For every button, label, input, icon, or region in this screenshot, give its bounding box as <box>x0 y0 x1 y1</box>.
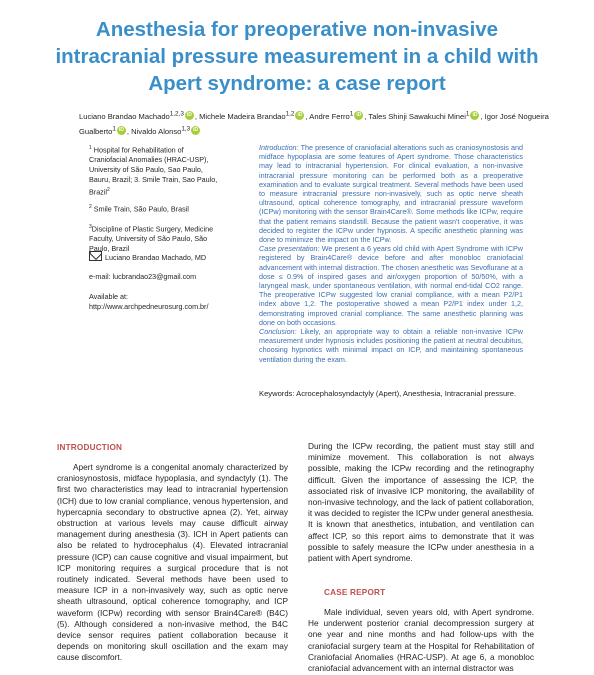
keywords: Keywords: Acrocephalosyndactyly (Apert), Anesthesia, Intracranial pressure. <box>259 389 517 398</box>
corresponding-author: Luciano Brandao Machado, MD <box>89 251 206 263</box>
orcid-icon[interactable] <box>117 126 126 135</box>
author: Nivaldo Alonso$^{1,3}$iD <box>131 127 201 136</box>
journal-link[interactable]: http://www.archpedneurosurg.com.br/ <box>89 302 209 311</box>
introduction-text: Apert syndrome is a congenital anomaly characterized by craniosynostosis, midface hypoplasia, and syndactyly (1). The first two characteristics may lead to intracranial hypertension (ICH) due to low cranial compliance, venous hypertension, and hypercapnia secondary to obstructive apnea (2). Yet, airway obstruction at various levels may cause difficult airway management during anesthesia (3). ICH in Apert patients can also be related to hydrocephalus (4). Elevated intracranial pressure (ICP) can cause cognitive and visual impairment, but ICP monitoring requires a surgical procedure that is not routinely indicated. Several methods have been used to measure ICP in a non-invasively way, such as optic nerve sheath ultrasound, optical coherence tomography, and ICP waveform (ICPw) recording with sensor Brain4Care® (B4C) (5). Although considered a non-invasive method, the B4C device sensor requires patient collaboration because it depends on monitoring skull oscillation and the exam may cause discomfort. <box>57 462 288 663</box>
title-line-3: Apert syndrome: a case report <box>148 72 446 95</box>
right-column-text: During the ICPw recording, the patient must stay still and minimize movement. This collaboration is not always possible, making the ICPw recording and the retinography difficult. Given the importance of assessing the ICP, the associated risk of invasive ICP monitoring, the availability of non-invasive technology, and the lack of patient collaboration, it was decided to register the ICPw under general anesthesia. It is known that anesthetics, intubation, and ventilation can affect ICP, so this report aims to demonstrate that it was possible to safely measure the ICPw under anesthesia in a patient with Apert syndrome. <box>308 441 534 564</box>
case-report-text: Male individual, seven years old, with Apert syndrome. He underwent posterior cranial decompression surgery at one year and nine months and had follow-ups with the craniofacial surgery team at the Hospital for Rehabilitation of Craniofacial Anomalies (HRAC-USP). At age 6, a monobloc craniofacial advancement with an internal distractor was <box>308 607 534 674</box>
affiliation-3: $^3$Discipline of Plastic Surgery, Medicine Faculty, University of São Paulo, São Paulo, Brazil <box>89 224 214 254</box>
orcid-icon[interactable] <box>470 111 479 120</box>
abstract-case-presentation: Case presentation: We present a 6 years old child with Apert Syndrome with ICPw registered by Brain4Care® device before and after monobloc craniofacial advancement with internal distraction. The chosen anesthetic was Sevoflurane at a dose ≤ 0.9% of inspired gases and air/oxygen proportion of 50/50%, with a laryngeal mask, under spontaneous ventilation, with normal end-tidal CO2 range. The preoperative ICPw suggested low cranial compliance, with a mean P2/P1 index above 1,2. The postoperative showed a mean P2/P1 index under 1,2, demonstrating improved cranial compliance. The same anesthetic planning was done on both occasions. <box>259 244 523 327</box>
orcid-icon[interactable] <box>191 126 200 135</box>
author: Michele Madeira Brandao$^{1,2}$iD , <box>199 112 309 121</box>
orcid-icon[interactable] <box>185 111 194 120</box>
author: Igor José Nogueira Gualberto$^1$iD , <box>79 112 549 137</box>
author: Andre Ferro$^1$iD , <box>309 112 368 121</box>
author: Luciano Brandao Machado$^{1,2,3}$iD , <box>79 112 199 121</box>
envelope-icon <box>89 251 102 261</box>
affiliation-2: $^2$ Smile Train, São Paulo, Brasil <box>89 204 189 214</box>
title-line-1: Anesthesia for preoperative non-invasive <box>95 18 499 41</box>
available-label: Available at: <box>89 292 129 301</box>
abstract <box>259 143 523 364</box>
title-line-2: intracranial pressure measurement in a child with <box>55 45 539 68</box>
case-report-heading: CASE REPORT <box>324 588 386 597</box>
author: Tales Shinji Sawakuchi Minei$^1$iD , <box>368 112 484 121</box>
introduction-heading: INTRODUCTION <box>57 443 123 452</box>
orcid-icon[interactable] <box>354 111 363 120</box>
orcid-icon[interactable] <box>295 111 304 120</box>
abstract-introduction: Introduction: The presence of craniofacial alterations such as craniosynostosis and midface hypoplasia are some features of Apert syndrome. Those characteristics may lead to intracranial hypertension. For clinical evaluation, a non-invasive intracranial pressure monitoring can be performed both as a preoperative examination and to evaluate surgical treatment. Several methods have been used to measure intracranial pressure non-invasively, such as optic nerve sheath ultrasound, optical coherence tomography, and intracranial pressure waveform (ICPw) monitoring with the sensor Brain4Care®. Some methods like ICPw, require that the patient remains standstill. Because the patient wasn't cooperative, it was decided to register the ICPw under hypnosis. A specific anesthetic planning was done to minimize the impact on the ICPw. <box>259 143 523 245</box>
availability <box>89 292 249 312</box>
abstract-conclusion: Conclusion: Likely, an appropriate way to obtain a reliable non-invasive ICPw measurement under hypnosis includes positioning the patient at neutral decubitus, choosing hypnotics with minimal impact on ICP, and maintaining spontaneous ventilation during the exam. <box>259 327 523 364</box>
affiliation-1: $^1$ Hospital for Rehabilitation of Craniofacial Anomalies (HRAC-USP), University of São Paulo, Sao Paulo, Bauru, Brazil; 3. Smile Train, Sao Paulo, Brazil$^2$ <box>89 145 218 197</box>
email[interactable]: e-mail: lucbrandao23@gmail.com <box>89 272 197 281</box>
author-list <box>79 107 549 138</box>
paper-title <box>40 16 554 97</box>
